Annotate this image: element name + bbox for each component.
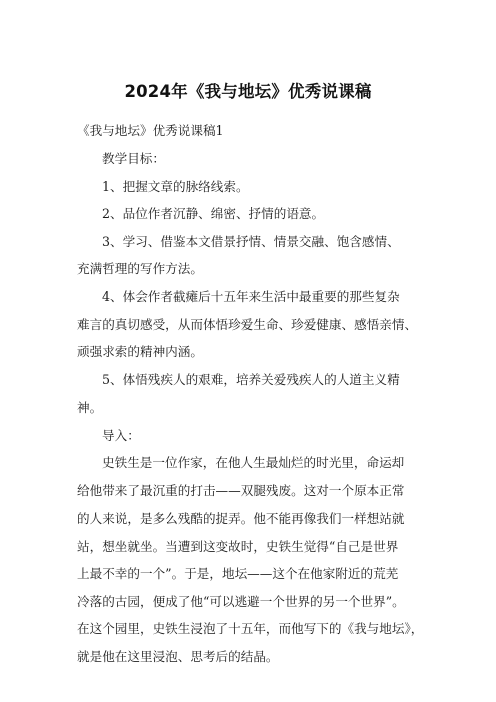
text-line: 史铁生是一位作家，在他人生最灿烂的时光里，命运却 (102, 455, 405, 470)
section-heading: 《我与地坛》优秀说课稿1 (77, 123, 224, 138)
text-line: 站，想坐就坐。当遭到这变故时，史铁生觉得“自己是世界 (77, 539, 399, 554)
text-line: 难言的真切感受，从而体悟珍爱生命、珍爱健康、感悟亲情、 (77, 317, 418, 332)
text-line: 导入： (102, 428, 140, 443)
text-line: 4、体会作者截瘫后十五年来生活中最重要的那些复杂 (102, 289, 400, 304)
text-line: 3、学习、借鉴本文借景抒情、情景交融、饱含感情、 (102, 234, 400, 249)
text-line: 充满哲理的写作方法。 (77, 261, 203, 276)
text-line: 就是他在这里浸泡、思考后的结晶。 (77, 649, 279, 664)
text-line: 5、体悟残疾人的艰难，培养关爱残疾人的人道主义精 (102, 372, 400, 387)
text-line: 给他带来了最沉重的打击——双腿残废。这对一个原本正常 (77, 483, 405, 498)
text-line: 1、把握文章的脉络线索。 (102, 179, 249, 194)
text-line: 神。 (77, 400, 103, 415)
text-line: 2、品位作者沉静、绵密、抒情的语意。 (102, 206, 325, 221)
text-line: 上最不幸的一个”。于是，地坛——这个在他家附近的荒芜 (77, 566, 399, 581)
text-line: 在这个园里，史铁生浸泡了十五年，而他写下的《我与地坛》， (77, 621, 424, 636)
text-line: 教学目标： (102, 151, 165, 166)
text-line: 顽强求索的精神内涵。 (77, 344, 203, 359)
document-title: 2024年《我与地坛》优秀说课稿 (124, 82, 372, 101)
text-line: 冷落的古园，便成了他“可以逃避一个世界的另一个世界”。 (77, 594, 405, 609)
text-line: 的人来说，是多么残酷的捉弄。他不能再像我们一样想站就 (77, 511, 405, 526)
